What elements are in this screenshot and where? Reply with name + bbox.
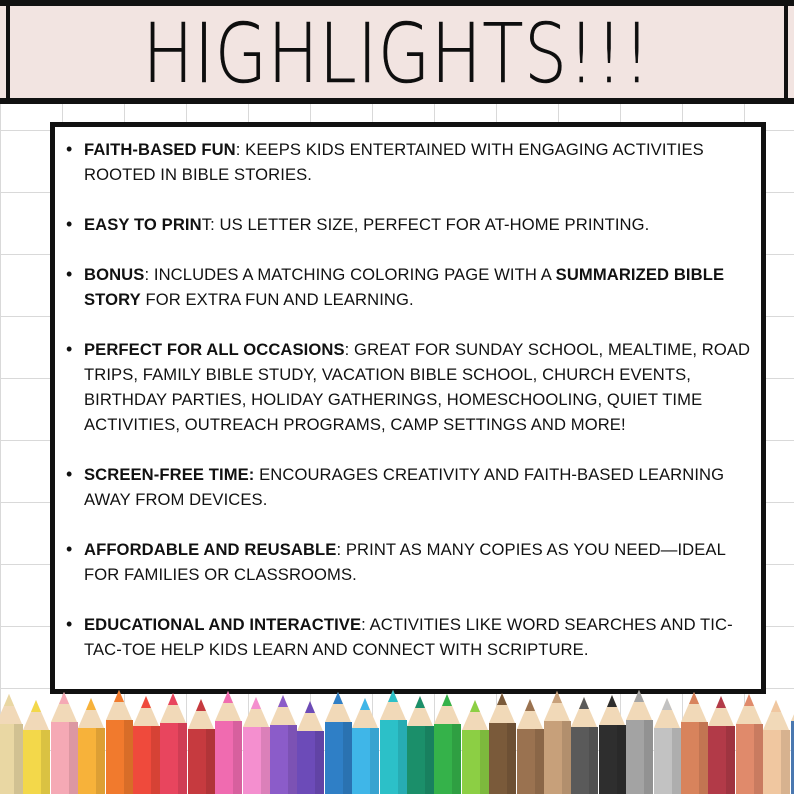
page-title: HIGHLIGHTS!!! (142, 6, 652, 102)
highlight-text: : ACTIVITIES LIKE WORD SEARCHES AND TIC-TAC-TOE HELP KIDS LEARN AND CONNECT WITH SCRIPTURE. (84, 615, 733, 659)
pencil-icon (78, 698, 105, 794)
highlight-text: ENCOURAGES CREATIVITY AND FAITH-BASED LEARNING AWAY FROM DEVICES. (84, 465, 725, 509)
pencil-icon (243, 697, 270, 794)
pencil-icon (736, 694, 763, 794)
list-item (55, 537, 761, 587)
pencil-icon (626, 690, 653, 794)
highlight-text: FOR EXTRA FUN AND LEARNING. (140, 290, 414, 309)
pencil-icon (380, 690, 407, 794)
highlight-text: T: US LETTER SIZE, PERFECT FOR AT-HOME PRINTING. (201, 215, 650, 234)
list-item (55, 262, 761, 312)
highlight-heading: PERFECT FOR ALL OCCASIONS (84, 340, 345, 359)
highlight-emphasis: SUMMARIZED BIBLE STORY (84, 265, 725, 309)
bullet-icon: • (66, 139, 73, 159)
pencil-icon (325, 692, 352, 794)
pencil-icon (544, 691, 571, 794)
highlight-text: : GREAT FOR SUNDAY SCHOOL, MEALTIME, ROAD TRIPS, FAMILY BIBLE STUDY, VACATION BIBLE SCHOOL, CHURCH EVENTS, BIRTHDAY PARTIES, HOLIDAY GATHERINGS, HOMESCHOOLING, QUIET TIME ACTIVITIES, OUTREACH PROGRAMS, CAMP SETTINGS AND MORE! (84, 340, 751, 434)
list-item (55, 212, 761, 237)
pencil-icon (160, 693, 187, 794)
highlight-text: : KEEPS KIDS ENTERTAINED WITH ENGAGING ACTIVITIES ROOTED IN BIBLE STORIES. (84, 140, 704, 184)
pencil-icon (133, 696, 160, 794)
bullet-icon: • (66, 614, 73, 634)
highlights-panel (50, 122, 766, 694)
pencil-icon (297, 701, 324, 794)
colored-pencils-border (0, 690, 794, 794)
bullet-icon: • (66, 339, 73, 359)
list-item (55, 612, 761, 662)
pencil-icon (763, 700, 790, 794)
pencil-icon (434, 694, 461, 794)
pencil-icon (352, 698, 379, 794)
bullet-icon: • (66, 464, 73, 484)
bullet-icon: • (66, 214, 73, 234)
highlight-text: : INCLUDES A MATCHING COLORING PAGE WITH A (144, 265, 556, 284)
pencil-icon (51, 692, 78, 794)
pencil-icon (489, 693, 516, 794)
pencil-icon (571, 697, 598, 794)
highlights-list (55, 137, 761, 662)
pencil-icon (708, 696, 735, 794)
bullet-icon: • (66, 539, 73, 559)
highlight-heading: AFFORDABLE AND REUSABLE (84, 540, 337, 559)
highlight-heading: EASY TO PRIN (84, 215, 202, 234)
pencil-icon (791, 691, 794, 794)
highlight-text: : PRINT AS MANY COPIES AS YOU NEED—IDEAL FOR FAMILIES OR CLASSROOMS. (84, 540, 726, 584)
pencil-icon (0, 694, 23, 794)
pencil-icon (106, 690, 133, 794)
pencil-icon (681, 692, 708, 794)
pencil-icon (517, 699, 544, 794)
pencil-icon (654, 698, 681, 794)
pencil-icon (215, 691, 242, 794)
list-item (55, 337, 761, 437)
highlight-heading: BONUS (84, 265, 145, 284)
pencil-icon (270, 695, 297, 794)
pencil-icon (23, 700, 50, 794)
pencil-icon (599, 695, 626, 794)
bullet-icon: • (66, 264, 73, 284)
pencil-icon (407, 696, 434, 794)
pencil-icon (188, 699, 215, 794)
highlight-heading: EDUCATIONAL AND INTERACTIVE (84, 615, 362, 634)
highlight-heading: FAITH-BASED FUN (84, 140, 236, 159)
title-banner (0, 0, 794, 104)
pencil-icon (462, 700, 489, 794)
list-item (55, 462, 761, 512)
list-item (55, 137, 761, 187)
highlight-heading: SCREEN-FREE TIME: (84, 465, 255, 484)
